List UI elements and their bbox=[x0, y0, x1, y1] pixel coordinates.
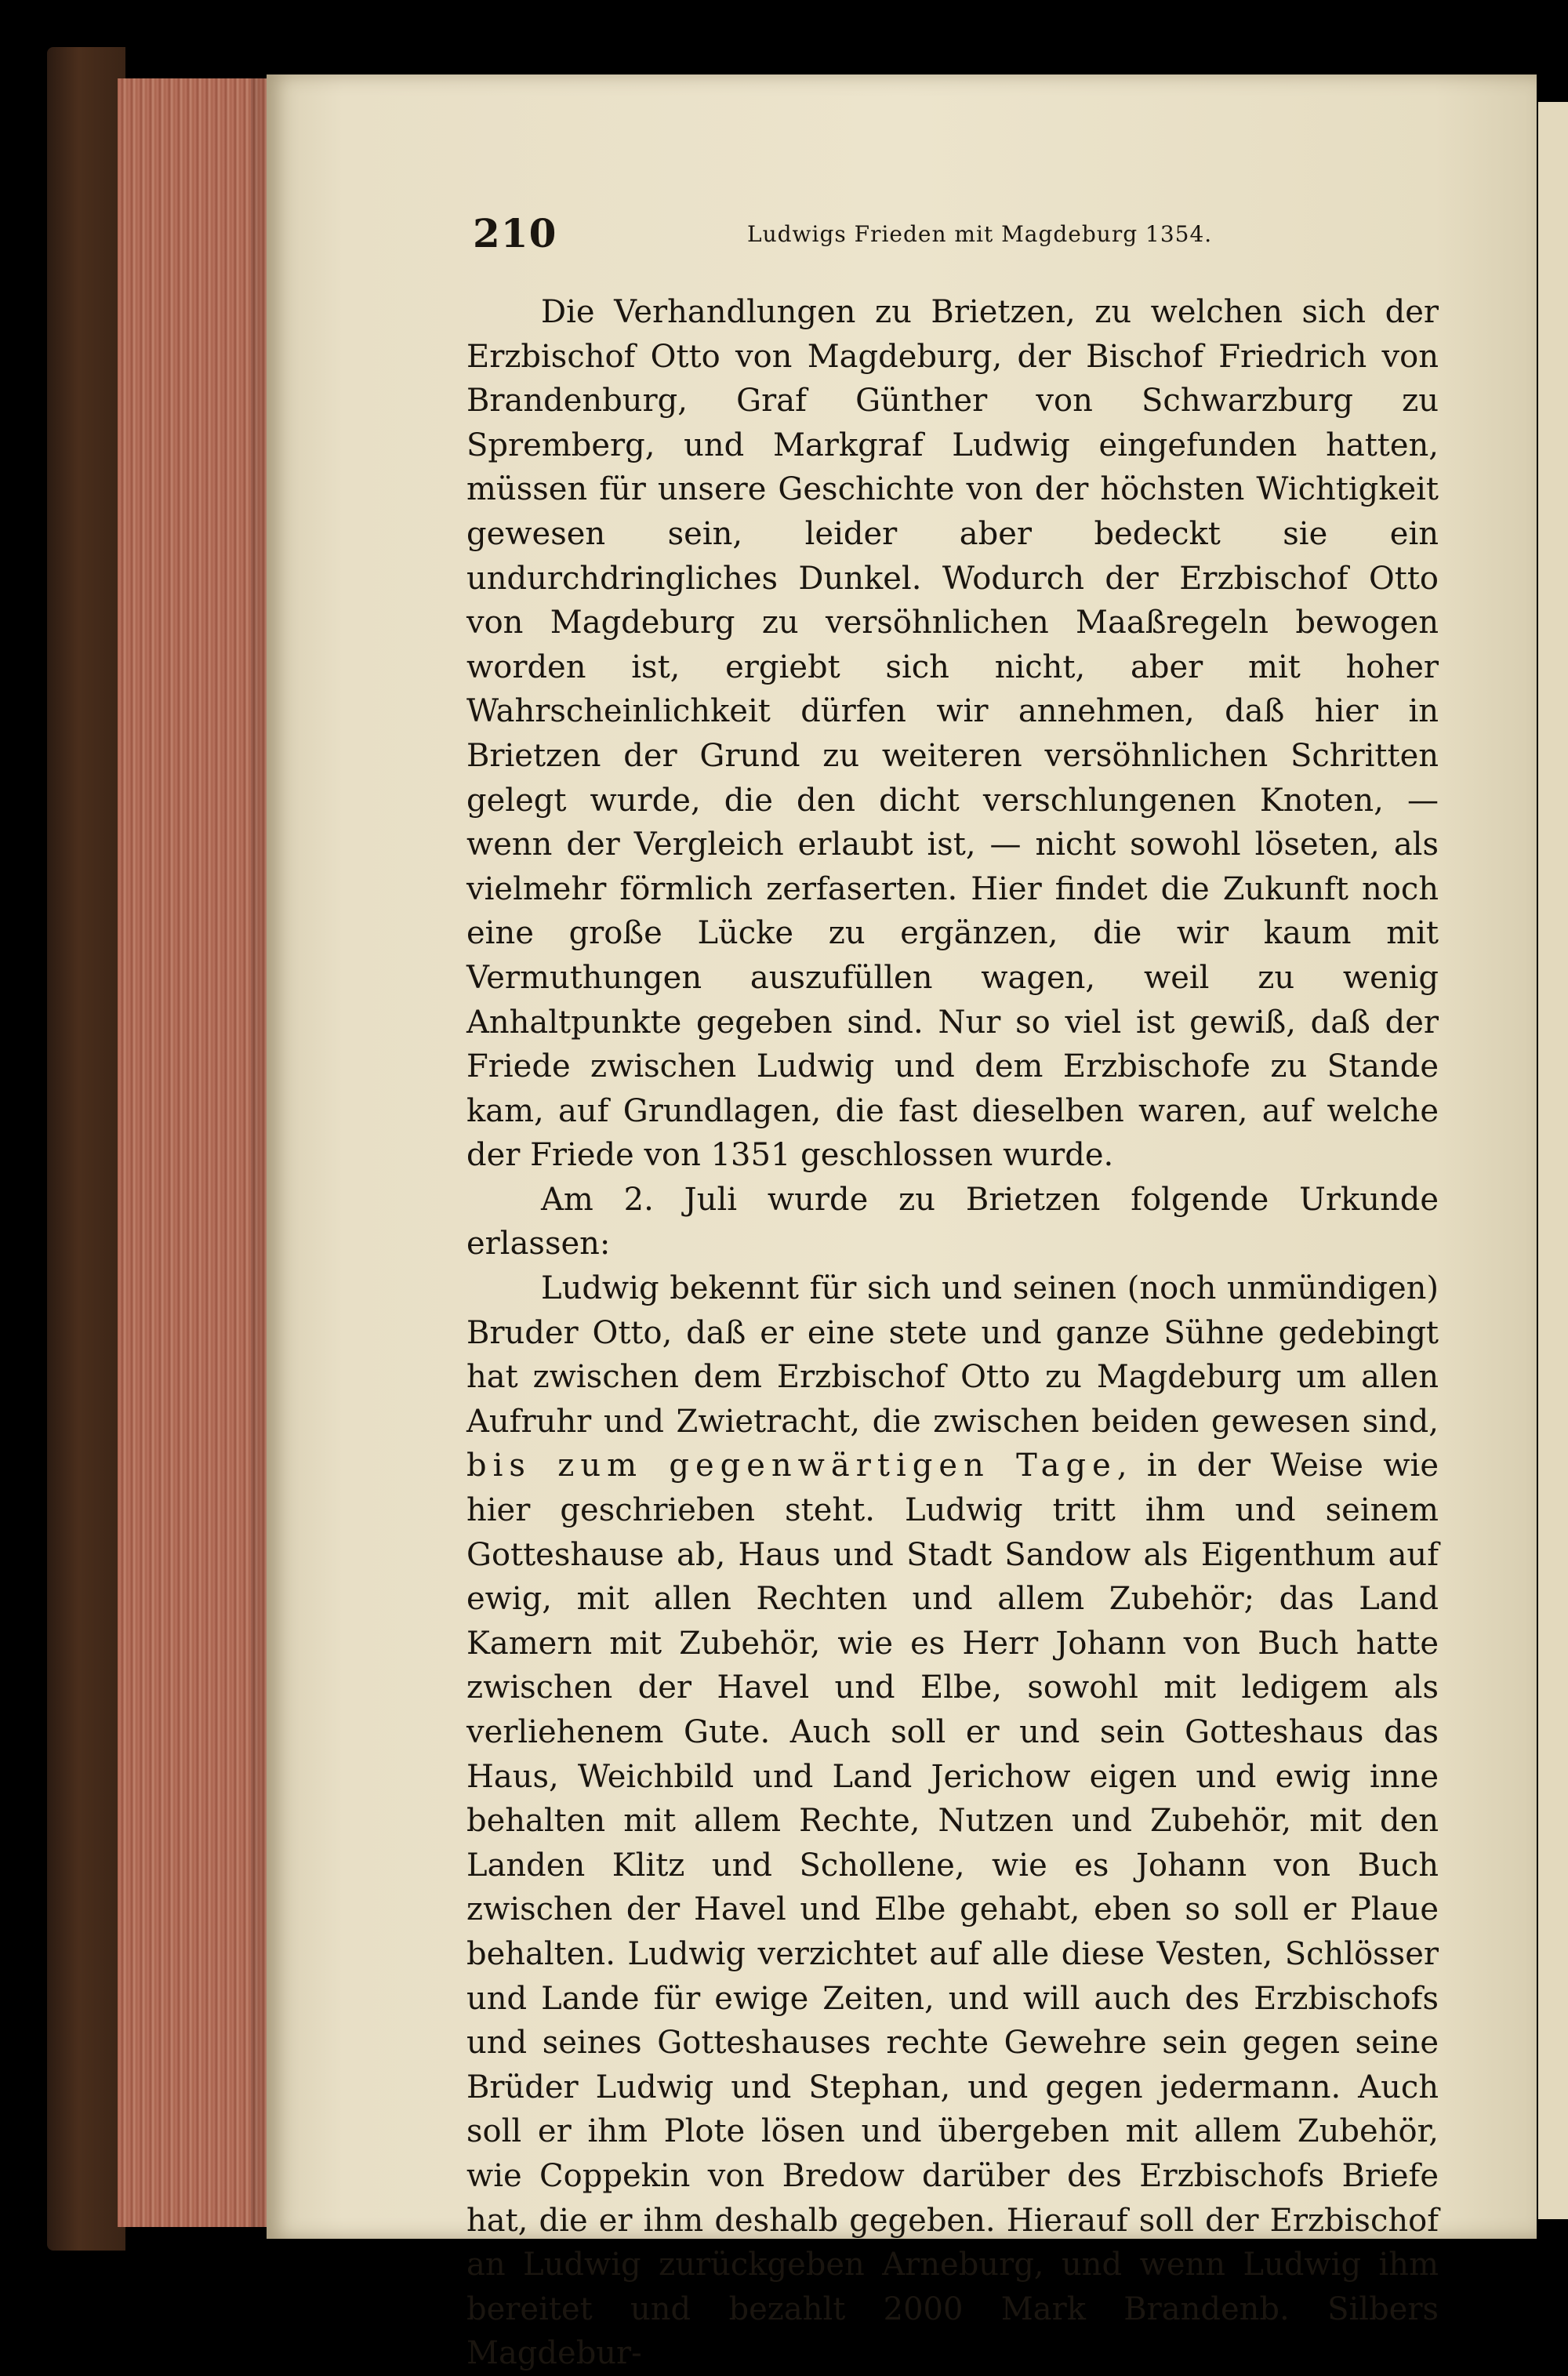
paragraph: Am 2. Juli wurde zu Brietzen folgende Urkunde erlassen: bbox=[466, 1181, 1439, 1262]
book-cover-edge bbox=[47, 47, 125, 2251]
spaced-emphasis: bis zum gegenwärtigen Tage bbox=[466, 1448, 1117, 1484]
next-page-edge bbox=[1538, 102, 1568, 2219]
paragraph-text: , in der Weise wie hier geschrieben steht. Ludwig tritt ihm und seinem Gotteshause ab, Haus und Stadt Sandow als Eigenthum auf ewig, mit allen Rechten und allem Zubehör; das Land Kamern mit Zubehör, wie es Herr Johann von Buch hatte zwischen der Havel und Elbe, sowohl mit ledigem als verliehenem Gute. Auch soll er und sein Gotteshaus das Haus, Weichbild und Land Jerichow eigen und ewig inne behalten mit allem Rechte, Nutzen und Zubehör, mit den Landen Klitz und Schollene, wie es Johann von Buch zwischen der Havel und Elbe gehabt, eben so soll er Plaue behalten. Ludwig verzichtet auf alle diese Vesten, Schlösser und Lande für ewige Zeiten, und will auch des Erzbischofs und seines Gotteshauses rechte Gewehre sein gegen seine Brüder Ludwig und Stephan, und gegen jedermann. Auch soll er ihm Plote lösen und übergeben mit allem Zubehör, wie Coppekin von Bredow darüber des Erzbischofs Briefe hat, die er ihm deshalb gegeben. Hierauf soll der Erzbischof an Ludwig zurückgeben Arneburg, und wenn Ludwig ihm bereitet und bezahlt 2000 Mark Brandenb. Silbers Magdebur- bbox=[466, 1448, 1439, 2372]
paragraph bbox=[466, 1266, 1439, 2376]
paragraph: Die Verhandlungen zu Brietzen, zu welchen sich der Erzbischof Otto von Magdeburg, der Bischof Friedrich von Brandenburg, Graf Günther von Schwarzburg zu Spremberg, und Markgraf Ludwig eingefunden hatten, müssen für unsere Geschichte von der höchsten Wichtigkeit gewesen sein, leider aber bedeckt sie ein undurchdringliches Dunkel. Wodurch der Erzbischof Otto von Magdeburg zu versöhnlichen Maaßregeln bewogen worden ist, ergiebt sich nicht, aber mit hoher Wahrscheinlichkeit dürfen wir annehmen, daß hier in Brietzen der Grund zu weiteren versöhnlichen Schritten gelegt wurde, die den dicht verschlungenen Knoten, — wenn der Vergleich erlaubt ist, — nicht sowohl löseten, als vielmehr förmlich zerfaserten. Hier findet die Zukunft noch eine große Lücke zu ergänzen, die wir kaum mit Vermuthungen auszufüllen wagen, weil zu wenig Anhaltpunkte gegeben sind. Nur so viel ist gewiß, daß der Friede zwischen Ludwig und dem Erzbischofe zu Stande kam, auf Grundlagen, die fast dieselben waren, auf welche der Friede von 1351 geschlossen wurde. bbox=[466, 294, 1439, 1174]
page-header bbox=[473, 210, 1437, 273]
running-head: Ludwigs Frieden mit Magdeburg 1354. bbox=[747, 221, 1213, 247]
page-stack-edge bbox=[118, 78, 274, 2227]
body-text bbox=[466, 290, 1439, 2376]
paragraph-text: Ludwig bekennt für sich und seinen (noch unmündigen) Bruder Otto, daß er eine stete und ganze Sühne gedebingt hat zwischen dem Erzbischof Otto zu Magdeburg um allen Aufruhr und Zwietracht, die zwischen beiden gewesen sind, bbox=[466, 1270, 1439, 1440]
page-number: 210 bbox=[473, 210, 557, 256]
